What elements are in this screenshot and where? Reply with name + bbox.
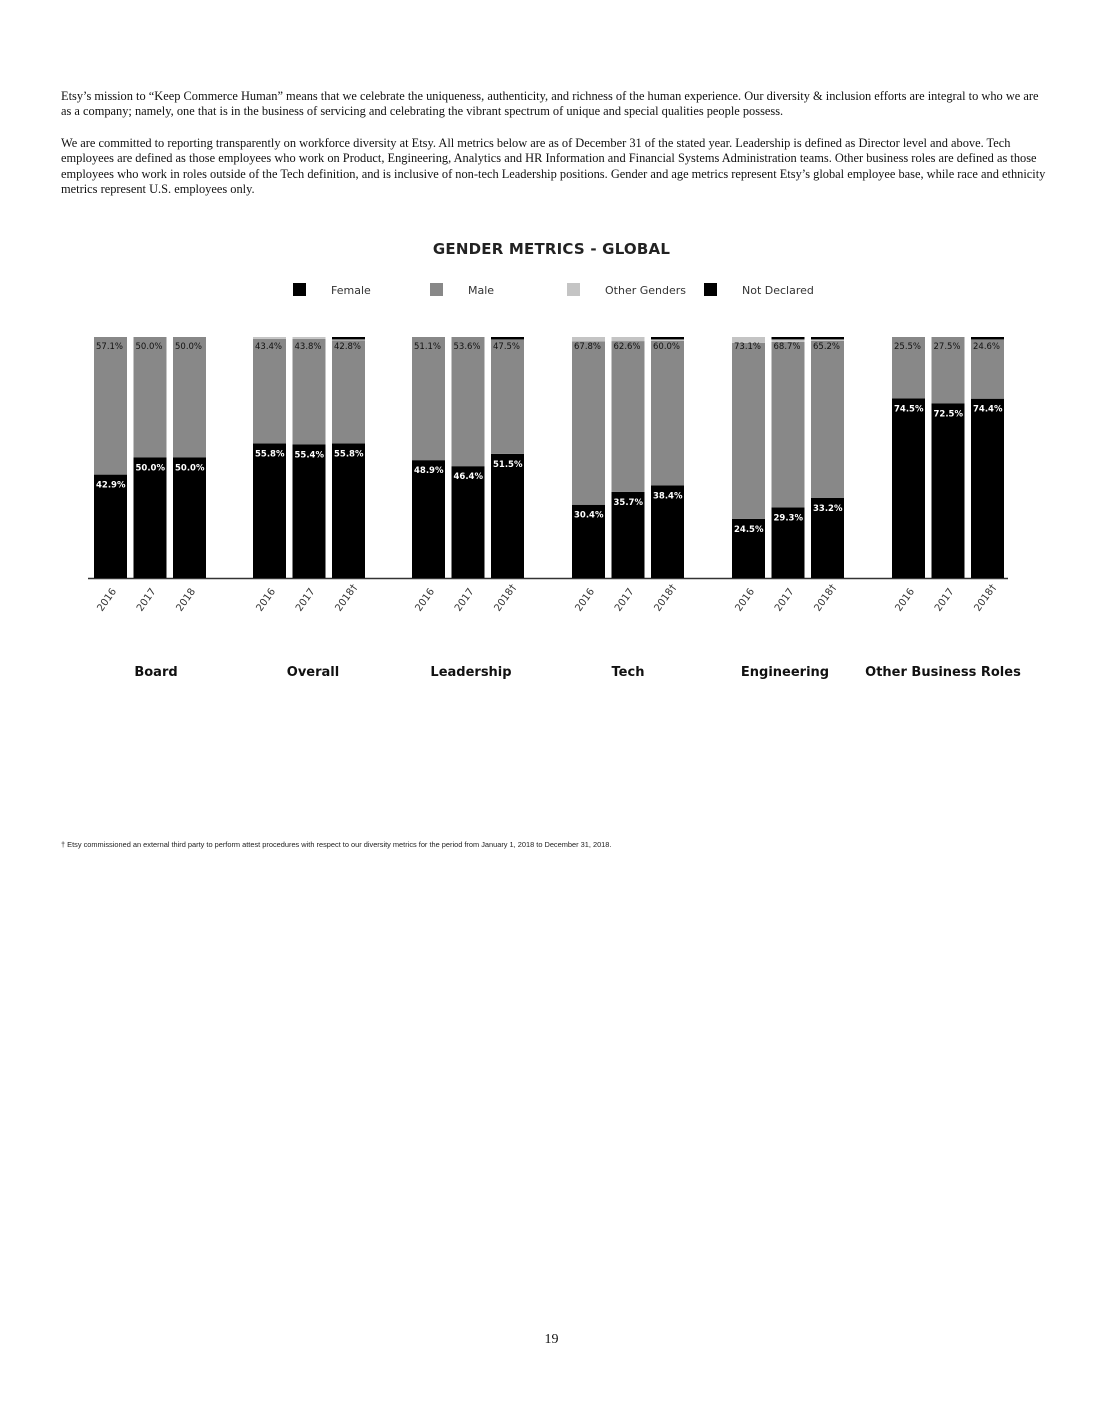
group-label-leadership: Leadership — [430, 665, 512, 680]
tick-label-tech-1: 2017 — [612, 586, 637, 614]
legend-swatch-female — [293, 283, 306, 296]
label-female-engineering-2: 33.2% — [813, 503, 843, 514]
tick-label-leadership-2: 2018† — [492, 582, 519, 614]
label-female-leadership-2: 51.5% — [493, 459, 523, 470]
bar-male-tech-1 — [612, 341, 645, 492]
tick-label-engineering-0: 2016 — [733, 586, 758, 614]
label-male-overall-1: 43.8% — [294, 342, 322, 352]
bar-other-tech-2 — [651, 339, 684, 340]
bar-female-overall-1 — [293, 444, 326, 578]
bar-male-overall-1 — [293, 339, 326, 445]
label-female-overall-1: 55.4% — [294, 450, 324, 461]
intro-paragraph-mission: Etsy’s mission to “Keep Commerce Human” means that we celebrate the uniqueness, authenticity, and richness of the human experience. Our diversity & inclusion efforts are integral to who we are as a company; namely, one that is in the business of servicing and celebrating the vibrant spectrum of unique and special qualities people possess. — [61, 89, 1039, 119]
bar-male-tech-2 — [651, 341, 684, 486]
label-female-leadership-1: 46.4% — [453, 472, 483, 483]
label-male-other-business-roles-2: 24.6% — [973, 342, 1001, 352]
bar-not-declared-leadership-2 — [491, 337, 524, 339]
page-number: 19 — [544, 1332, 559, 1347]
bar-male-leadership-1 — [452, 337, 485, 466]
label-female-board-0: 42.9% — [96, 480, 126, 491]
label-female-tech-2: 38.4% — [653, 491, 683, 502]
legend-label-male: Male — [468, 284, 495, 297]
chart-title: GENDER METRICS - GLOBAL — [432, 240, 671, 258]
label-female-engineering-0: 24.5% — [734, 524, 764, 535]
label-female-tech-1: 35.7% — [613, 497, 643, 508]
tick-label-tech-2: 2018† — [652, 582, 679, 614]
label-male-board-0: 57.1% — [96, 342, 124, 352]
tick-label-board-0: 2016 — [95, 586, 120, 614]
label-female-other-business-roles-2: 74.4% — [973, 404, 1003, 415]
bar-female-other-business-roles-0 — [892, 398, 925, 578]
tick-label-other-business-roles-1: 2017 — [932, 586, 957, 614]
label-female-engineering-1: 29.3% — [773, 513, 803, 524]
label-male-leadership-2: 47.5% — [493, 342, 521, 352]
label-male-board-2: 50.0% — [175, 342, 203, 352]
tick-label-overall-0: 2016 — [254, 586, 279, 614]
label-male-other-business-roles-1: 27.5% — [933, 342, 961, 352]
bar-female-board-1 — [134, 458, 167, 579]
bar-female-other-business-roles-1 — [932, 403, 965, 578]
tick-label-tech-0: 2016 — [573, 586, 598, 614]
gender-metrics-chart — [0, 0, 1103, 700]
bar-male-board-0 — [94, 337, 127, 475]
tick-label-leadership-0: 2016 — [413, 586, 438, 614]
group-label-tech: Tech — [611, 665, 645, 680]
label-female-other-business-roles-0: 74.5% — [894, 404, 924, 415]
tick-label-leadership-1: 2017 — [452, 586, 477, 614]
legend-label-female: Female — [331, 284, 371, 297]
label-female-board-2: 50.0% — [175, 463, 205, 474]
group-label-engineering: Engineering — [740, 665, 830, 680]
bar-other-tech-1 — [612, 337, 645, 341]
tick-label-other-business-roles-0: 2016 — [893, 586, 918, 614]
bar-female-other-business-roles-2 — [971, 399, 1004, 578]
bar-female-leadership-0 — [412, 460, 445, 578]
bar-not-declared-tech-2 — [651, 337, 684, 339]
label-female-leadership-0: 48.9% — [414, 466, 444, 477]
label-male-overall-2: 42.8% — [334, 342, 362, 352]
bar-male-engineering-0 — [732, 343, 765, 519]
bar-other-overall-2 — [332, 339, 365, 340]
tick-label-engineering-1: 2017 — [772, 586, 797, 614]
bar-female-overall-2 — [332, 444, 365, 578]
label-male-tech-2: 60.0% — [653, 342, 681, 352]
label-male-tech-0: 67.8% — [574, 342, 602, 352]
bar-male-leadership-2 — [491, 339, 524, 453]
label-male-overall-0: 43.4% — [255, 342, 283, 352]
bar-other-overall-1 — [293, 337, 326, 339]
label-female-tech-0: 30.4% — [574, 510, 604, 521]
legend-label-other-genders: Other Genders — [605, 284, 686, 297]
tick-label-overall-2: 2018† — [333, 582, 360, 614]
bar-female-leadership-1 — [452, 466, 485, 578]
label-male-leadership-1: 53.6% — [453, 342, 481, 352]
label-male-leadership-0: 51.1% — [414, 342, 442, 352]
legend-swatch-other-genders — [567, 283, 580, 296]
label-male-engineering-0: 73.1% — [734, 342, 762, 352]
tick-label-engineering-2: 2018† — [812, 582, 839, 614]
bar-male-board-2 — [173, 337, 206, 458]
label-male-tech-1: 62.6% — [613, 342, 641, 352]
bar-not-declared-overall-2 — [332, 337, 365, 339]
bar-female-leadership-2 — [491, 454, 524, 578]
label-male-board-1: 50.0% — [135, 342, 163, 352]
label-female-other-business-roles-1: 72.5% — [933, 409, 963, 420]
footnote: † Etsy commissioned an external third party to perform attest procedures with respect to our diversity metrics for the period from January 1, 2018 to December 31, 2018. — [61, 840, 612, 849]
label-male-engineering-2: 65.2% — [813, 342, 841, 352]
bar-not-declared-other-business-roles-2 — [971, 337, 1004, 339]
bar-other-overall-0 — [253, 337, 286, 339]
bar-male-overall-0 — [253, 339, 286, 444]
bar-other-engineering-2 — [811, 339, 844, 340]
bar-male-overall-2 — [332, 340, 365, 443]
legend-swatch-male — [430, 283, 443, 296]
group-label-overall: Overall — [286, 665, 340, 680]
label-female-board-1: 50.0% — [135, 463, 165, 474]
tick-label-other-business-roles-2: 2018† — [972, 582, 999, 614]
label-female-overall-0: 55.8% — [255, 449, 285, 460]
label-female-overall-2: 55.8% — [334, 449, 364, 460]
bar-male-leadership-0 — [412, 337, 445, 460]
tick-label-overall-1: 2017 — [293, 586, 318, 614]
intro-paragraph-reporting: We are committed to reporting transparently on workforce diversity at Etsy. All metrics below are as of December 31 of the stated year. Leadership is defined as Director level and above. Tech employees are defined as those employees who work on Product, Engineering, Analytics and HR Information and Financial Systems Administration teams. Other business roles are defined as those employees who work in roles outside of the Tech definition, and is inclusive of non-tech Leadership positions. Gender and age metrics represent Etsy’s global employee base, while race and ethnicity metrics represent U.S. employees only. — [61, 136, 1046, 197]
label-male-engineering-1: 68.7% — [773, 342, 801, 352]
group-label-board: Board — [134, 665, 178, 680]
bar-male-board-1 — [134, 337, 167, 458]
label-male-other-business-roles-0: 25.5% — [894, 342, 922, 352]
bar-female-overall-0 — [253, 444, 286, 578]
bar-male-engineering-2 — [811, 341, 844, 498]
tick-label-board-1: 2017 — [134, 586, 159, 614]
tick-label-board-2: 2018 — [174, 586, 199, 614]
bar-male-engineering-1 — [772, 342, 805, 508]
legend-label-not-declared: Not Declared — [742, 284, 814, 297]
bar-female-board-2 — [173, 458, 206, 579]
bar-male-tech-0 — [572, 341, 605, 504]
bar-not-declared-engineering-1 — [772, 337, 805, 339]
legend-swatch-not-declared — [704, 283, 717, 296]
bar-not-declared-engineering-2 — [811, 337, 844, 339]
group-label-other-business-roles: Other Business Roles — [865, 665, 1021, 680]
bar-other-tech-0 — [572, 337, 605, 341]
